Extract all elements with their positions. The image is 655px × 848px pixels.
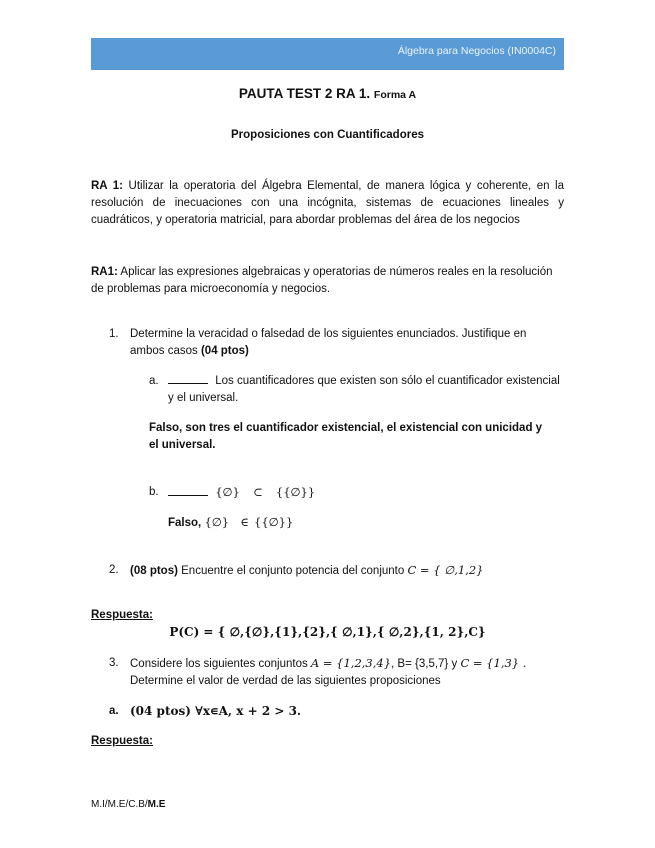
- q2-set: C = { ∅,1,2}: [407, 563, 484, 577]
- q3-set-b: , B= {3,5,7} y: [391, 658, 458, 670]
- ra1-specific-text: Aplicar las expresiones algebraicas y operatorias de números reales en la resolución de problemas para microeconomía y negocios.: [91, 266, 553, 295]
- footer: [91, 799, 165, 810]
- q3a-statement: [130, 703, 301, 720]
- q1a-text: Los cuantificadores que existen son sólo el cuantificador existencial y el universal.: [168, 375, 560, 404]
- title-main: PAUTA TEST 2 RA 1.: [238, 86, 371, 101]
- q1-number: 1.: [109, 328, 119, 340]
- q3a-letter: a.: [109, 705, 119, 717]
- answer-blank: [168, 486, 208, 496]
- q3a-formula: ∀x∊A, x + 2 > 3.: [195, 704, 302, 718]
- q1b-letter: b.: [149, 486, 159, 498]
- ra1-general-text: Utilizar la operatoria del Álgebra Elemental, de manera lógica y coherente, en la resolución de inecuaciones con una incógnita, sistemas de ecuaciones lineales y cuadráticos, y operatoria matricial, para abordar problemas del área de los negocios: [91, 180, 565, 226]
- q1b-answer-lhs: {∅}: [204, 515, 230, 529]
- ra1-general-label: RA 1:: [91, 180, 123, 192]
- q1-statement: Determine la veracidad o falsedad de los siguientes enunciados. Justifique en ambos casos: [130, 328, 527, 357]
- q2-text: [130, 562, 483, 580]
- response-label-3: Respuesta:: [91, 735, 153, 747]
- header-bar: [91, 38, 564, 70]
- q1b-answer-op: ∈: [240, 515, 249, 529]
- q1-text: [130, 326, 550, 360]
- ra1-general: [91, 178, 564, 229]
- q3a-points: (04 ptos): [130, 704, 191, 718]
- q1b-answer-rhs: {{∅}}: [254, 515, 294, 529]
- footer-initials: M.I/M.E/C.B/: [91, 799, 148, 810]
- q1b-rhs: {{∅}}: [275, 485, 316, 499]
- page-title: [0, 86, 655, 101]
- answer-blank: [168, 374, 208, 384]
- q1-points: (04 ptos): [200, 345, 249, 357]
- q2-statement: Encuentre el conjunto potencia del conjunto: [181, 565, 405, 577]
- q1b-answer: [168, 514, 293, 532]
- q3-set-c: C = {1,3} .: [460, 656, 527, 670]
- q1b-statement: [168, 484, 315, 502]
- q1a-letter: a.: [149, 375, 159, 387]
- footer-initials-bold: M.E: [147, 799, 166, 810]
- q2-number: 2.: [109, 564, 119, 576]
- q1a-statement: [168, 373, 568, 407]
- q3-text1: Considere los siguientes conjuntos: [130, 658, 308, 670]
- q3-text: [130, 655, 560, 690]
- title-forma: Forma A: [373, 89, 417, 101]
- q1a-answer: Falso, son tres el cuantificador existencial, el existencial con unicidad y el universal.: [149, 422, 543, 451]
- response-label-2: Respuesta:: [91, 609, 153, 621]
- q3-set-a: A = {1,2,3,4}: [310, 656, 392, 670]
- q3-text2: Determine el valor de verdad de las siguientes proposiciones: [130, 675, 441, 687]
- q3-number: 3.: [109, 657, 119, 669]
- ra1-specific-label: RA1:: [91, 266, 118, 278]
- q1b-op: ⊂: [253, 485, 263, 499]
- response-formula-2: P(C) = { ∅,{∅},{1},{2},{ ∅,1},{ ∅,2},{1, 2},C}: [169, 625, 486, 639]
- subtitle: Proposiciones con Cuantificadores: [231, 129, 424, 141]
- course-header: Álgebra para Negocios (IN0004C): [397, 45, 556, 57]
- q2-points: (08 ptos): [130, 565, 178, 577]
- q1b-answer-word: Falso,: [168, 517, 202, 529]
- q1b-lhs: {∅}: [215, 485, 240, 499]
- ra1-specific: [91, 264, 564, 298]
